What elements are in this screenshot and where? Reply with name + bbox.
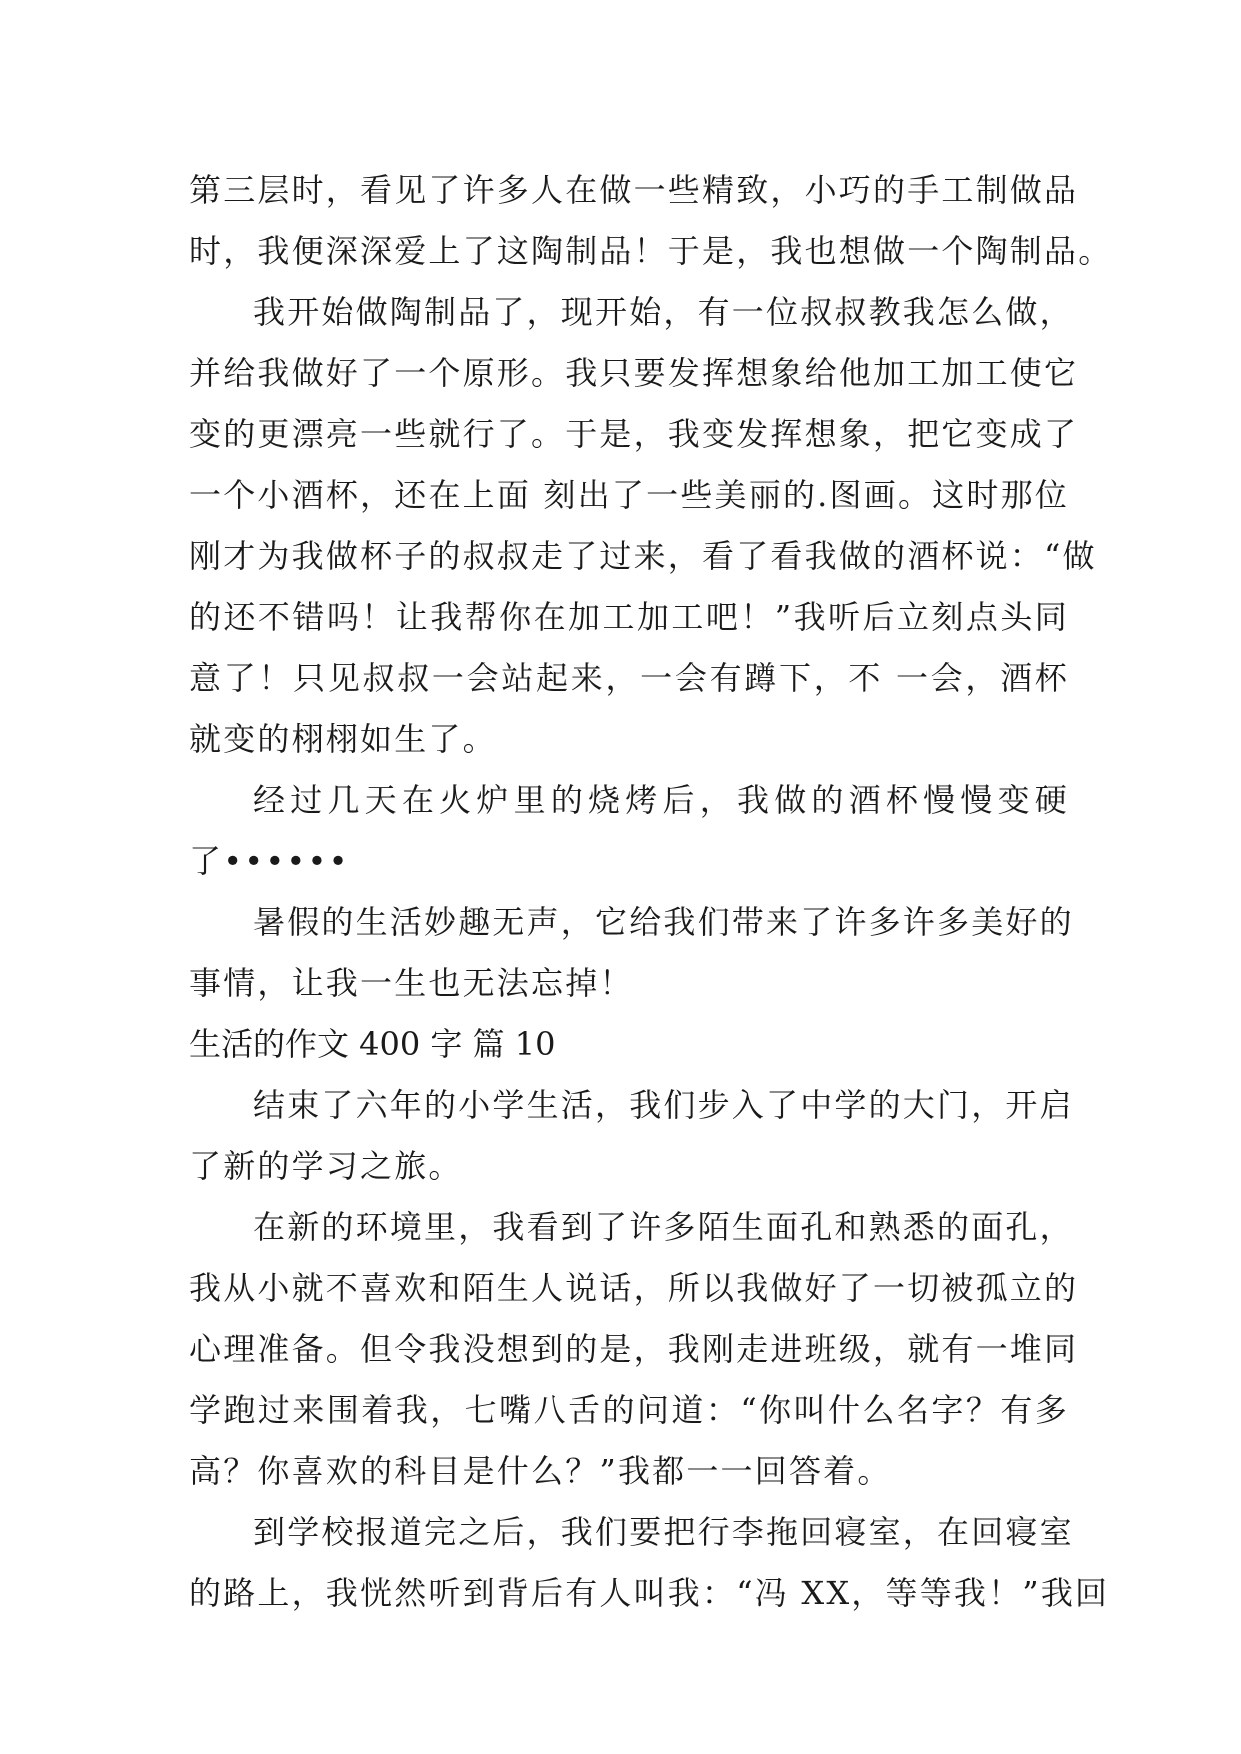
text-line: 时，我便深深爱上了这陶制品！于是，我也想做一个陶制品。 [189,232,1113,270]
text-line: 刚才为我做杯子的叔叔走了过来，看了看我做的酒杯说：“做 [189,537,1097,575]
text-line: 我开始做陶制品了，现开始，有一位叔叔教我怎么做， [253,293,1074,331]
document-body [189,160,1113,1624]
text-line: 变的更漂亮一些就行了。于是，我变发挥想象，把它变成了 [189,415,1079,453]
text-line: 并给我做好了一个原形。我只要发挥想象给他加工加工使它 [189,354,1079,392]
text-line: 经过几天在火炉里的烧烤后，我做的酒杯慢慢变硬 [253,781,1069,819]
text-line: 一个小酒杯，还在上面 刻出了一些美丽的.图画。这时那位 [189,476,1069,514]
text-line: 我从小就不喜欢和陌生人说话，所以我做好了一切被孤立的 [189,1269,1079,1307]
text-line: 暑假的生活妙趣无声，它给我们带来了许多许多美好的 [253,903,1074,941]
text-line: 的路上，我恍然听到背后有人叫我：“冯 XX，等等我！”我回 [189,1574,1110,1612]
text-line: 在新的环境里，我看到了许多陌生面孔和熟悉的面孔， [253,1208,1074,1246]
text-line: 结束了六年的小学生活，我们步入了中学的大门，开启 [253,1086,1074,1124]
text-line: 意了！只见叔叔一会站起来，一会有蹲下，不 一会，酒杯 [189,659,1069,697]
text-line: 了•••••• [189,842,350,880]
section-heading: 生活的作文 400 字 篇 10 [189,1025,556,1063]
text-line: 了新的学习之旅。 [189,1147,463,1185]
text-line: 就变的栩栩如生了。 [189,720,497,758]
text-line: 第三层时，看见了许多人在做一些精致，小巧的手工制做品 [189,171,1079,209]
text-line: 心理准备。但令我没想到的是，我刚走进班级，就有一堆同 [189,1330,1079,1368]
text-line: 学跑过来围着我，七嘴八舌的问道：“你叫什么名字？有多 [189,1391,1069,1429]
text-line: 高？你喜欢的科目是什么？”我都一一回答着。 [189,1452,892,1490]
text-line: 事情，让我一生也无法忘掉！ [189,964,634,1002]
text-line: 到学校报道完之后，我们要把行李拖回寝室，在回寝室 [253,1513,1074,1551]
text-line: 的还不错吗！让我帮你在加工加工吧！”我听后立刻点头同 [189,598,1069,636]
